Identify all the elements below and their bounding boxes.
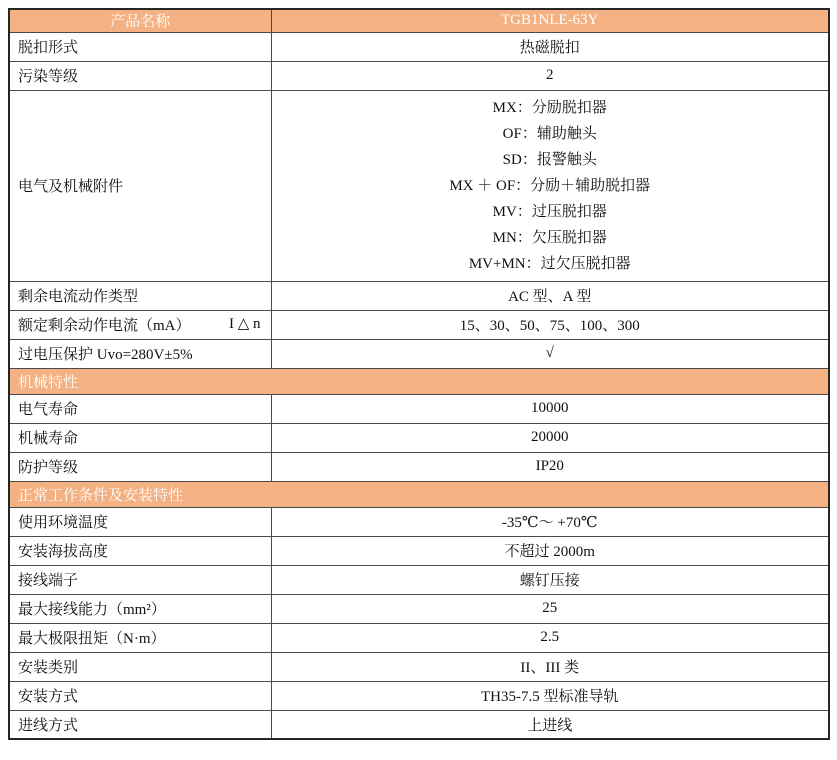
spec-row	[9, 32, 829, 61]
product-name-header: 产品名称	[9, 9, 271, 32]
spec-label-cell	[9, 710, 271, 739]
spec-label: 接线端子	[18, 573, 79, 589]
spec-label: 额定剩余动作电流（mA）	[18, 318, 191, 334]
spec-value-cell: 不超过 2000m	[271, 536, 829, 565]
spec-label: 安装类别	[18, 660, 79, 676]
spec-value-line: MV+MN：过欠压脱扣器	[468, 255, 631, 272]
spec-row	[9, 565, 829, 594]
spec-label: 进线方式	[18, 717, 79, 734]
spec-label: 安装方式	[18, 689, 79, 705]
spec-row	[9, 594, 829, 623]
spec-label-cell	[9, 394, 271, 423]
spec-label-cell	[9, 565, 271, 594]
section-header-row	[9, 481, 829, 507]
spec-value-line: MX：分励脱扣器	[492, 99, 607, 116]
spec-value-cell: 10000	[271, 394, 829, 423]
product-model-header: TGB1NLE-63Y	[271, 9, 829, 32]
spec-value-cell: 热磁脱扣	[271, 32, 829, 61]
spec-label-cell	[9, 90, 271, 281]
spec-row	[9, 452, 829, 481]
spec-value-line: MV：过压脱扣器	[492, 203, 607, 220]
spec-row	[9, 339, 829, 368]
spec-value-cell: -35℃～ +70℃	[271, 507, 829, 536]
spec-row	[9, 536, 829, 565]
spec-label: 电气及机械附件	[18, 179, 124, 195]
spec-row	[9, 394, 829, 423]
spec-label: 使用环境温度	[18, 515, 109, 531]
spec-table-body	[9, 32, 829, 739]
spec-label-cell	[9, 536, 271, 565]
spec-label: 安装海拔高度	[18, 544, 109, 560]
spec-label: 防护等级	[18, 460, 79, 476]
spec-label-cell	[9, 652, 271, 681]
spec-value-cell: 20000	[271, 423, 829, 452]
spec-label-symbol: I △ n	[228, 316, 261, 332]
spec-label: 剩余电流动作类型	[18, 289, 139, 305]
spec-label-cell	[9, 623, 271, 652]
spec-row	[9, 423, 829, 452]
spec-value-cell: II、III 类	[271, 652, 829, 681]
spec-value-cell: 2.5	[271, 623, 829, 652]
spec-value-cell: 上进线	[271, 710, 829, 739]
spec-label-cell	[9, 310, 271, 339]
spec-value-cell: IP20	[271, 452, 829, 481]
spec-row	[9, 681, 829, 710]
spec-label: 电气寿命	[18, 402, 79, 418]
section-header-row	[9, 368, 829, 394]
spec-label-cell	[9, 339, 271, 368]
spec-row	[9, 710, 829, 739]
spec-row	[9, 623, 829, 652]
spec-value-cell: 螺钉压接	[271, 565, 829, 594]
spec-label-cell	[9, 61, 271, 90]
spec-label-cell	[9, 507, 271, 536]
spec-value-line: OF：辅助触头	[502, 125, 597, 142]
spec-label: 污染等级	[18, 69, 79, 85]
spec-row	[9, 652, 829, 681]
spec-row	[9, 61, 829, 90]
product-header-row	[9, 9, 829, 32]
spec-label-cell	[9, 423, 271, 452]
spec-label: 最大接线能力（mm²）	[18, 602, 166, 618]
spec-label: 机械寿命	[18, 431, 79, 447]
spec-value-cell: 15、30、50、75、100、300	[271, 310, 829, 339]
spec-row	[9, 507, 829, 536]
spec-value-line: MX ＋ OF：分励＋辅助脱扣器	[449, 177, 651, 194]
spec-row	[9, 281, 829, 310]
spec-value-cell: AC 型、A 型	[271, 281, 829, 310]
spec-label-cell	[9, 452, 271, 481]
spec-value-cell: TH35-7.5 型标准导轨	[271, 681, 829, 710]
spec-label-cell	[9, 681, 271, 710]
spec-value-cell: √	[271, 339, 829, 368]
spec-value-cell	[271, 90, 829, 281]
section-title: 机械特性	[9, 368, 829, 394]
spec-value-line: SD：报警触头	[502, 151, 597, 168]
spec-label-cell	[9, 281, 271, 310]
spec-label-cell	[9, 32, 271, 61]
product-spec-table	[8, 8, 830, 740]
spec-label: 最大极限扭矩（N·m）	[18, 631, 166, 647]
spec-value-line: MN：欠压脱扣器	[492, 229, 607, 246]
spec-value-cell: 25	[271, 594, 829, 623]
spec-value-cell: 2	[271, 61, 829, 90]
spec-row	[9, 310, 829, 339]
spec-label: 过电压保护 Uvo=280V±5%	[18, 347, 193, 363]
section-title: 正常工作条件及安装特性	[9, 481, 829, 507]
spec-label-cell	[9, 594, 271, 623]
spec-row	[9, 90, 829, 281]
spec-label: 脱扣形式	[18, 40, 79, 56]
